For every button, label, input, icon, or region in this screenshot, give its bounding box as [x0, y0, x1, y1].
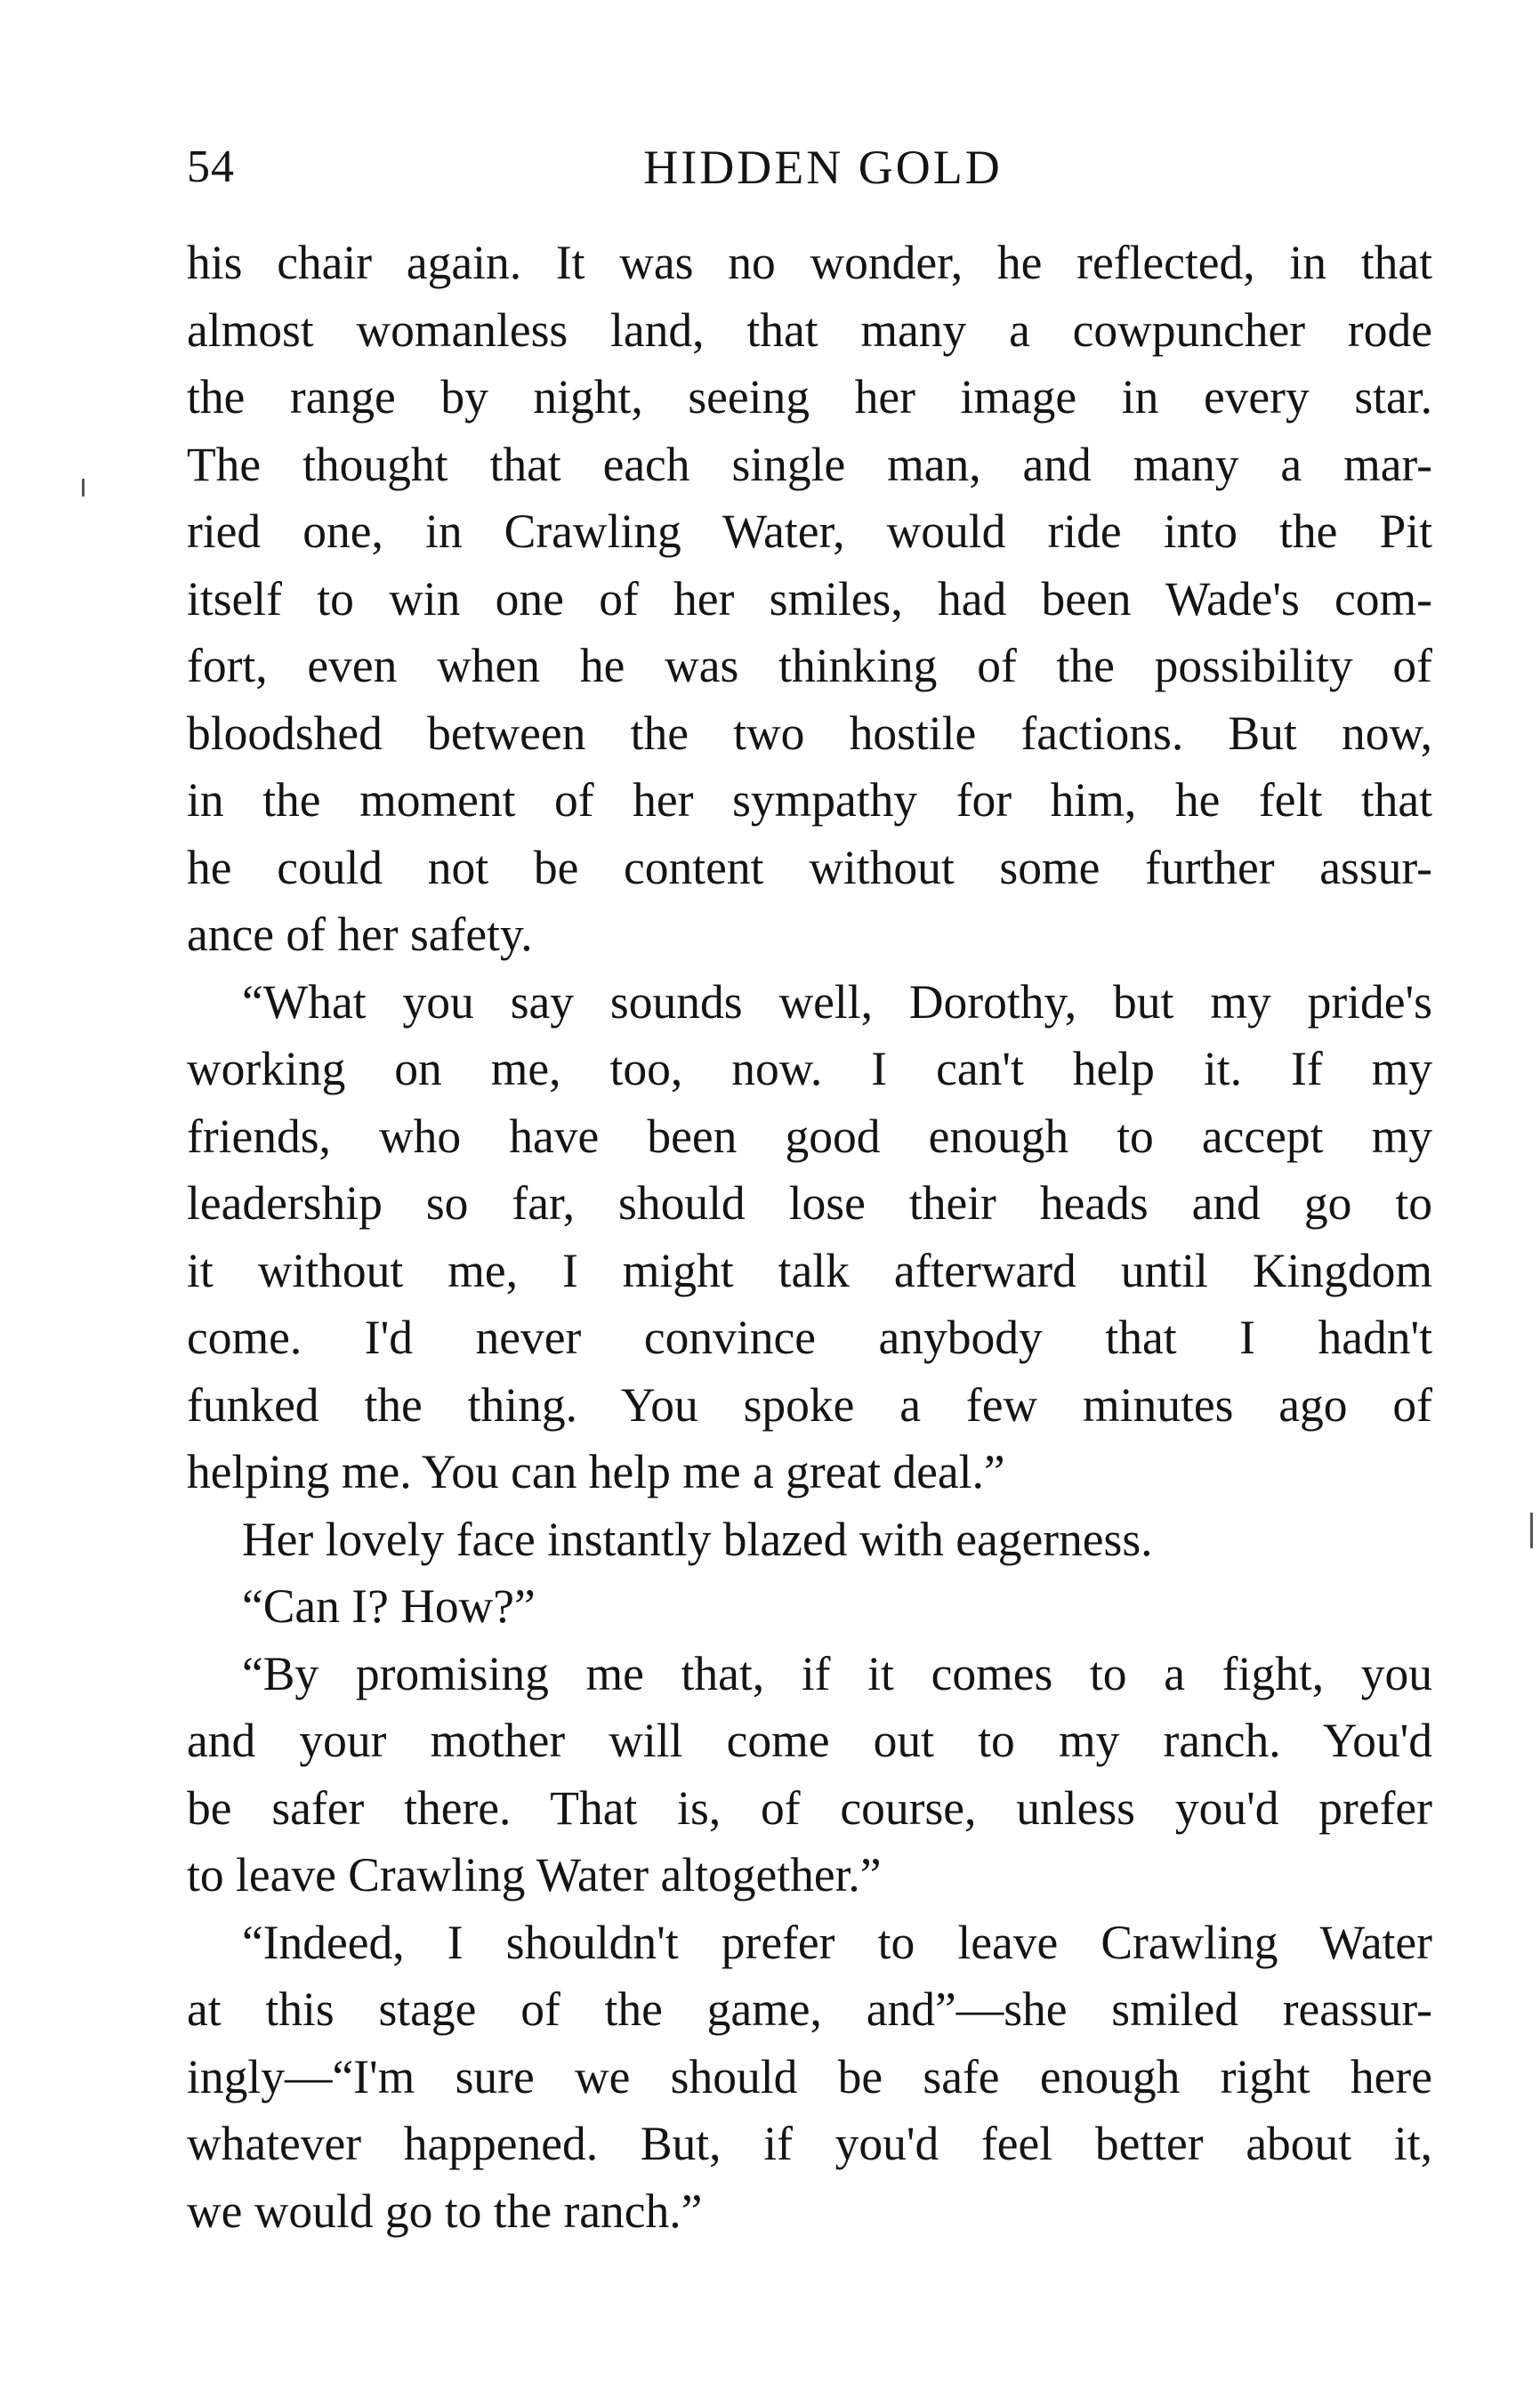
- text-line: helping me. You can help me a great deal.”: [187, 1445, 1005, 1498]
- text-line: he could not be content without some further assur-: [187, 840, 1432, 894]
- text-line: bloodshed between the two hostile factions. But now,: [187, 706, 1432, 760]
- text-line: fort, even when he was thinking of the possibility of: [187, 639, 1432, 692]
- text-line: be safer there. That is, of course, unless you'd prefer: [187, 1780, 1432, 1835]
- text-line: his chair again. It was no wonder, he reflected, in that: [187, 236, 1432, 289]
- margin-mark: [1530, 1513, 1533, 1548]
- text-line: funked the thing. You spoke a few minutes ago of: [187, 1377, 1432, 1432]
- text-line: “Can I? How?”: [242, 1579, 536, 1633]
- text-line: Her lovely face instantly blazed with eagerness.: [242, 1512, 1153, 1566]
- margin-mark: [82, 479, 85, 497]
- text-line: the range by night, seeing her image in every star.: [187, 370, 1432, 424]
- text-line: ingly—“I'm sure we should be safe enough right here: [187, 2049, 1432, 2103]
- text-line: working on me, too, now. I can't help it. If my: [187, 1042, 1432, 1095]
- text-line: ried one, in Crawling Water, would ride into the Pit: [187, 505, 1432, 558]
- text-line: come. I'd never convince anybody that I hadn't: [187, 1311, 1432, 1364]
- text-line: at this stage of the game, and”—she smiled reassur-: [187, 1982, 1432, 2036]
- text-line: “Indeed, I shouldn't prefer to leave Crawling Water: [242, 1915, 1432, 1969]
- page-header: [187, 132, 1432, 203]
- text-line: itself to win one of her smiles, had been Wade's com-: [187, 571, 1432, 626]
- text-line: “What you say sounds well, Dorothy, but my pride's: [242, 974, 1432, 1029]
- body-text: [187, 230, 1432, 2245]
- text-line: leadership so far, should lose their heads and go to: [187, 1176, 1432, 1230]
- text-line: ance of her safety.: [187, 908, 533, 961]
- text-line: whatever happened. But, if you'd feel better about it,: [187, 2117, 1432, 2170]
- text-line: in the moment of her sympathy for him, he felt that: [187, 773, 1432, 827]
- text-line: we would go to the ranch.”: [187, 2184, 703, 2238]
- text-line: and your mother will come out to my ranch. You'd: [187, 1714, 1432, 1767]
- page-number: 54: [187, 141, 235, 192]
- text-line: it without me, I might talk afterward until Kingdom: [187, 1243, 1432, 1297]
- text-line: almost womanless land, that many a cowpuncher rode: [187, 303, 1432, 357]
- text-line: friends, who have been good enough to accept my: [187, 1109, 1432, 1163]
- text-line: “By promising me that, if it comes to a fight, you: [242, 1646, 1432, 1700]
- text-line: to leave Crawling Water altogether.”: [187, 1848, 882, 1901]
- text-line: The thought that each single man, and many a mar-: [187, 437, 1432, 491]
- running-head: HIDDEN GOLD: [643, 141, 1003, 194]
